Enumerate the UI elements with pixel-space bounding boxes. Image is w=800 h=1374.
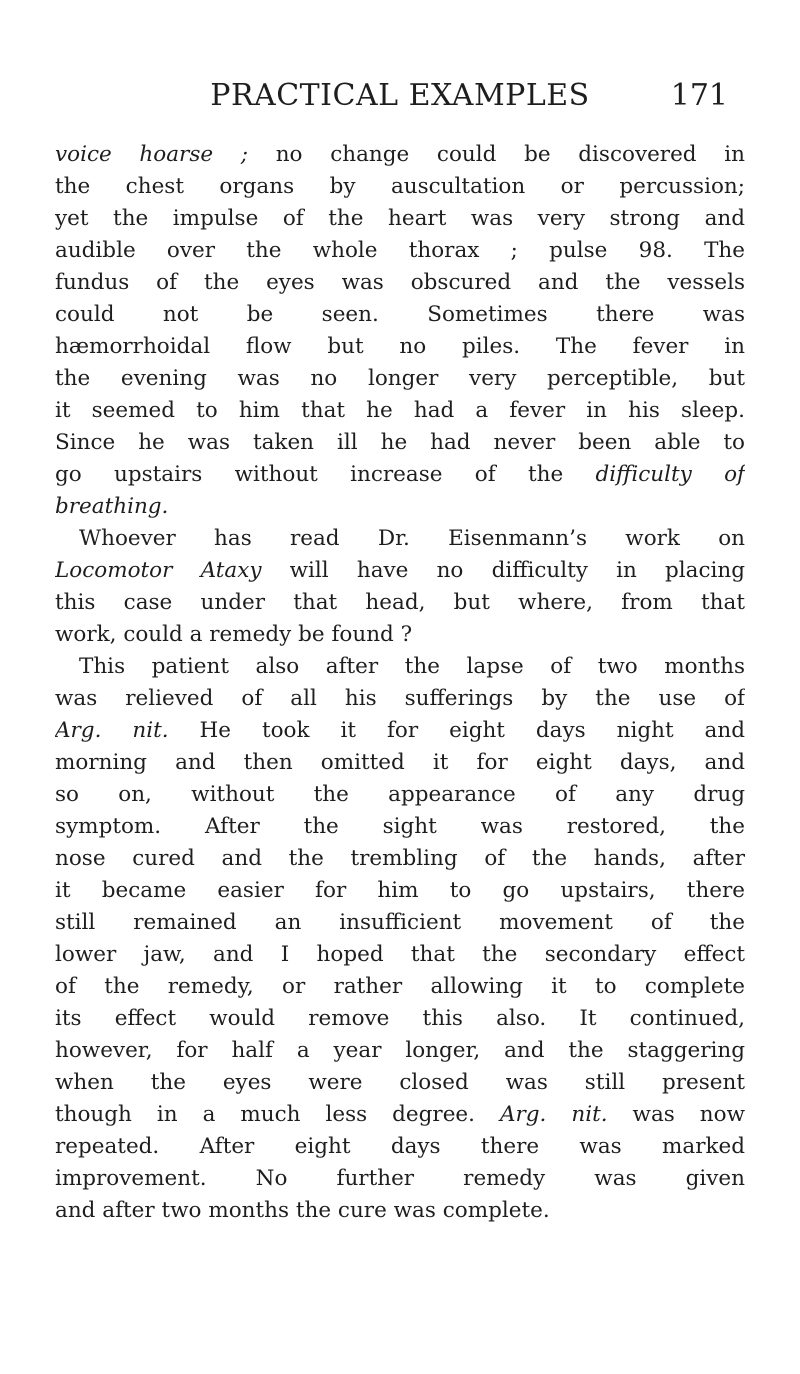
text-line [55, 171, 745, 203]
text-line [55, 555, 745, 587]
text-segment: was relieved of all his sufferings by the use of [55, 686, 745, 711]
text-segment: was now [607, 1102, 745, 1127]
text-line [55, 267, 745, 299]
text-segment: morning and then omitted it for eight days, and [55, 750, 745, 775]
text-line [55, 139, 745, 171]
text-line [55, 715, 745, 747]
text-segment: go upstairs without increase of the [55, 462, 596, 487]
text-line [55, 1067, 745, 1099]
text-segment: so on, without the appearance of any drug [55, 782, 745, 807]
text-segment: This patient also after the lapse of two months [79, 654, 745, 679]
text-line [55, 1195, 745, 1227]
text-segment: no change could be discovered in [248, 142, 745, 167]
text-line [55, 811, 745, 843]
text-line [55, 203, 745, 235]
text-line [55, 971, 745, 1003]
body-text [55, 139, 745, 1227]
text-segment: its effect would remove this also. It continued, [55, 1006, 745, 1031]
text-segment: however, for half a year longer, and the staggering [55, 1038, 745, 1063]
text-segment: symptom. After the sight was restored, the [55, 814, 745, 839]
text-line [55, 1131, 745, 1163]
text-line [55, 491, 745, 523]
text-segment: work, could a remedy be found ? [55, 622, 413, 647]
running-title: PRACTICAL EXAMPLES [210, 78, 590, 113]
text-line [55, 651, 745, 683]
italic-text-segment: Arg. nit. [499, 1102, 608, 1127]
text-segment: Whoever has read Dr. Eisenmann’s work on [79, 526, 745, 551]
text-segment: fundus of the eyes was obscured and the vessels [55, 270, 745, 295]
text-segment: repeated. After eight days there was marked [55, 1134, 745, 1159]
text-segment: of the remedy, or rather allowing it to complete [55, 974, 745, 999]
text-segment: and after two months the cure was complete. [55, 1198, 550, 1223]
text-line [55, 1163, 745, 1195]
text-line [55, 747, 745, 779]
text-line [55, 619, 745, 651]
text-line [55, 1099, 745, 1131]
text-line [55, 427, 745, 459]
text-line [55, 299, 745, 331]
italic-text-segment: breathing. [55, 494, 169, 519]
text-line [55, 939, 745, 971]
text-segment: nose cured and the trembling of the hands, after [55, 846, 745, 871]
text-segment: could not be seen. Sometimes there was [55, 302, 745, 327]
text-segment: the chest organs by auscultation or percussion; [55, 174, 745, 199]
text-segment: Since he was taken ill he had never been able to [55, 430, 745, 455]
text-line [55, 523, 745, 555]
text-line [55, 843, 745, 875]
text-line [55, 875, 745, 907]
text-line [55, 459, 745, 491]
text-line [55, 331, 745, 363]
text-segment: lower jaw, and I hoped that the secondary effect [55, 942, 745, 967]
italic-text-segment: Locomotor Ataxy [55, 558, 262, 583]
text-line [55, 1035, 745, 1067]
text-segment: hæmorrhoidal flow but no piles. The fever in [55, 334, 745, 359]
text-segment: it seemed to him that he had a fever in his sleep. [55, 398, 745, 423]
text-line [55, 235, 745, 267]
page-number: 171 [670, 78, 728, 113]
text-line [55, 683, 745, 715]
italic-text-segment: difficulty of [595, 462, 745, 487]
text-segment: still remained an insufficient movement of the [55, 910, 745, 935]
text-segment: audible over the whole thorax ; pulse 98. The [55, 238, 745, 263]
text-line [55, 395, 745, 427]
italic-text-segment: Arg. nit. [55, 718, 169, 743]
text-segment: this case under that head, but where, from that [55, 590, 745, 615]
text-line [55, 1003, 745, 1035]
text-line [55, 779, 745, 811]
italic-text-segment: voice hoarse ; [55, 142, 249, 167]
text-segment: yet the impulse of the heart was very strong and [55, 206, 745, 231]
text-line [55, 907, 745, 939]
text-segment: the evening was no longer very perceptible, but [55, 366, 745, 391]
text-line [55, 587, 745, 619]
text-line [55, 363, 745, 395]
text-segment: will have no difficulty in placing [261, 558, 745, 583]
text-segment: He took it for eight days night and [168, 718, 745, 743]
running-head [70, 78, 730, 122]
text-segment: though in a much less degree. [55, 1102, 500, 1127]
text-segment: improvement. No further remedy was given [55, 1166, 745, 1191]
text-segment: when the eyes were closed was still present [55, 1070, 745, 1095]
text-segment: it became easier for him to go upstairs, there [55, 878, 745, 903]
